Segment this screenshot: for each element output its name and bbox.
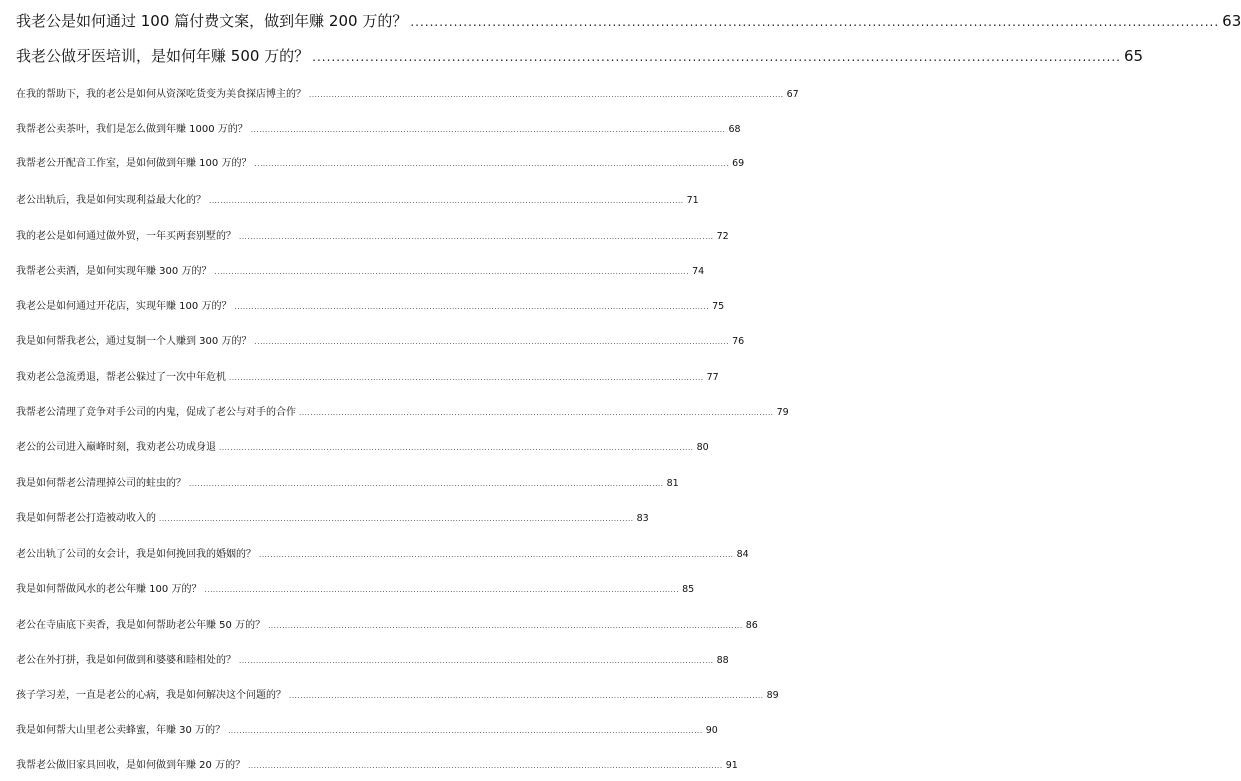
toc-entry-page: 69: [732, 158, 745, 169]
toc-entry-title: 老公出轨了公司的女会计，我是如何挽回我的婚姻的？: [16, 549, 256, 560]
toc-entry-page: 85: [682, 584, 695, 595]
dot-leader: [309, 91, 784, 99]
toc-entry-title: 老公出轨后，我是如何实现利益最大化的？: [16, 195, 206, 206]
toc-entry[interactable]: [16, 191, 699, 206]
toc-entry-page: 89: [766, 690, 779, 701]
dot-leader: [189, 480, 664, 488]
toc-entry-title: 我的老公是如何通过做外贸，一年买两套别墅的？: [16, 231, 236, 242]
dot-leader: [289, 692, 764, 700]
toc-entry-title: 我老公是如何通过 100 篇付费文案，做到年赚 200 万的？: [16, 12, 408, 30]
toc-entry[interactable]: [16, 438, 709, 453]
toc-entry[interactable]: [16, 368, 719, 383]
toc-entry[interactable]: [16, 509, 649, 524]
toc-entry[interactable]: [16, 332, 745, 347]
toc-entry-page: 80: [696, 442, 709, 453]
toc-entry[interactable]: [16, 85, 799, 100]
dot-leader: [251, 126, 726, 134]
toc-entry-title: 我帮老公做旧家具回收，是如何做到年赚 20 万的？: [16, 760, 246, 771]
toc-entry-title: 我劝老公急流勇退，帮老公躲过了一次中年危机: [16, 372, 226, 383]
toc-entry-title: 我帮老公清理了竞争对手公司的内鬼，促成了老公与对手的合作: [16, 407, 296, 418]
toc-entry-title: 我是如何帮做风水的老公年赚 100 万的？: [16, 584, 202, 595]
toc-entry-page: 90: [705, 725, 718, 736]
dot-leader: [254, 160, 729, 168]
toc-entry-title: 孩子学习差，一直是老公的心病，我是如何解决这个问题的？: [16, 690, 286, 701]
toc-entry-title: 我老公做牙医培训，是如何年赚 500 万的？: [16, 47, 310, 65]
toc-entry[interactable]: [16, 756, 738, 771]
toc-entry-page: 77: [706, 372, 719, 383]
toc-entry[interactable]: [16, 616, 758, 631]
toc-entry[interactable]: [16, 721, 718, 736]
toc-entry-title: 我帮老公开配音工作室，是如何做到年赚 100 万的？: [16, 158, 252, 169]
dot-leader: [312, 50, 1121, 64]
toc-entry-page: 81: [666, 478, 679, 489]
toc-entry[interactable]: [16, 154, 745, 169]
dot-leader: [410, 15, 1219, 29]
toc-entry-page: 88: [716, 655, 729, 666]
dot-leader: [219, 444, 694, 452]
toc-entry[interactable]: [16, 403, 789, 418]
toc-entry-title: 我老公是如何通过开花店，实现年赚 100 万的？: [16, 301, 232, 312]
toc-entry-page: 67: [786, 89, 799, 100]
toc-entry[interactable]: [16, 297, 725, 312]
toc-entry-title: 我帮老公卖茶叶，我们是怎么做到年赚 1000 万的？: [16, 124, 248, 135]
toc-entry[interactable]: [16, 580, 695, 595]
dot-leader: [228, 727, 703, 735]
toc-entry-page: 65: [1124, 47, 1144, 65]
toc-entry-page: 79: [776, 407, 789, 418]
toc-entry[interactable]: [16, 120, 741, 135]
toc-entry[interactable]: [16, 262, 705, 277]
toc-entry-page: 83: [636, 513, 649, 524]
dot-leader: [268, 622, 743, 630]
toc-entry-title: 我是如何帮大山里老公卖蜂蜜，年赚 30 万的？: [16, 725, 226, 736]
toc-entry-page: 84: [736, 549, 749, 560]
toc-entry-page: 72: [716, 231, 729, 242]
dot-leader: [259, 551, 734, 559]
toc-entry-page: 74: [692, 266, 705, 277]
dot-leader: [204, 586, 679, 594]
toc-entry-page: 91: [725, 760, 738, 771]
toc-entry-page: 86: [745, 620, 758, 631]
toc-entry-title: 老公在寺庙底下卖香，我是如何帮助老公年赚 50 万的？: [16, 620, 266, 631]
toc-entry-title: 我是如何帮老公清理掉公司的蛀虫的？: [16, 478, 186, 489]
toc-entry[interactable]: [16, 545, 749, 560]
toc-entry[interactable]: [16, 474, 679, 489]
dot-leader: [239, 233, 714, 241]
dot-leader: [299, 409, 774, 417]
dot-leader: [254, 338, 729, 346]
toc-entry-title: 我帮老公卖酒，是如何实现年赚 300 万的？: [16, 266, 212, 277]
dot-leader: [234, 303, 709, 311]
toc-entry-title: 在我的帮助下，我的老公是如何从资深吃货变为美食探店博主的？: [16, 89, 306, 100]
dot-leader: [248, 762, 723, 770]
toc-entry-page: 75: [712, 301, 725, 312]
toc-entry[interactable]: [16, 651, 729, 666]
dot-leader: [209, 197, 684, 205]
toc-entry-title: 老公在外打拼，我是如何做到和婆婆和睦相处的？: [16, 655, 236, 666]
dot-leader: [214, 268, 689, 276]
toc-entry-page: 76: [732, 336, 745, 347]
toc-entry[interactable]: [16, 10, 1241, 31]
toc-entry[interactable]: [16, 227, 729, 242]
toc-entry-title: 我是如何帮老公打造被动收入的: [16, 513, 156, 524]
toc-entry[interactable]: [16, 686, 779, 701]
toc-entry-title: 我是如何帮我老公，通过复制一个人赚到 300 万的？: [16, 336, 252, 347]
toc-entry-title: 老公的公司进入巅峰时刻，我劝老公功成身退: [16, 442, 216, 453]
toc-entry[interactable]: [16, 45, 1144, 66]
dot-leader: [229, 374, 704, 382]
toc-entry-page: 63: [1222, 12, 1241, 30]
dot-leader: [239, 657, 714, 665]
toc-entry-page: 68: [728, 124, 741, 135]
toc-entry-page: 71: [686, 195, 699, 206]
dot-leader: [159, 515, 634, 523]
